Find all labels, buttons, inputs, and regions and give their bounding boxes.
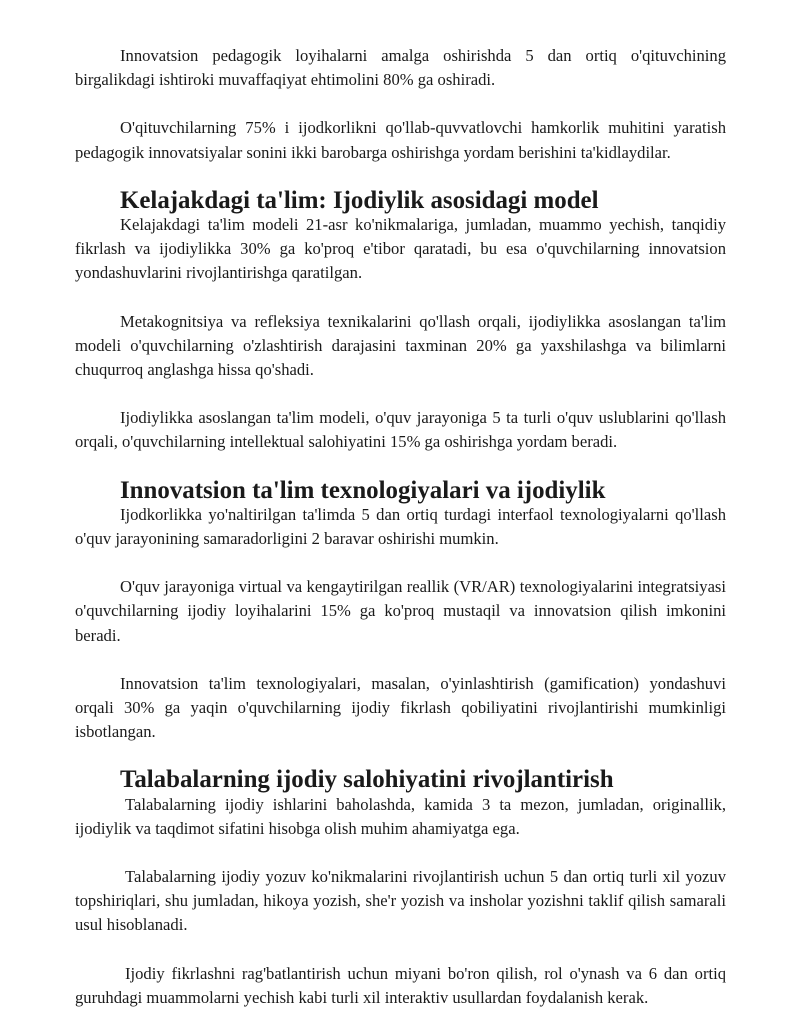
section-heading-innovative-technologies: Innovatsion ta'lim texnologiyalari va ijodiylik (120, 476, 606, 504)
paragraph-section3-3: Ijodiy fikrlashni rag'batlantirish uchun miyani bo'ron qilish, rol o'ynash va 6 dan ortiq guruhdagi muammolarni yechish kabi turli xil interaktiv usullardan foydalanish kerak. (75, 963, 726, 1007)
paragraph-section2-1: Ijodkorlikka yo'naltirilgan ta'limda 5 dan ortiq turdagi interfaol texnologiyalarni qo'llash o'quv jarayonining samaradorligini 2 baravar oshirishi mumkin. (75, 504, 726, 549)
paragraph-section1-1: Kelajakdagi ta'lim modeli 21-asr ko'nikmalariga, jumladan, muammo yechish, tanqidiy fikrlash va ijodiylikka 30% ga ko'proq e'tibor qaratadi, bu esa o'quvchilarning innovatsion yondashuvlarini rivojlantirishga qaratilgan. (75, 215, 726, 283)
paragraph-section1-3: Ijodiylikka asoslangan ta'lim modeli, o'quv jarayoniga 5 ta turli o'quv uslublarini qo'llash orqali, o'quvchilarning intellektual salohiyatini 15% ga oshirishga yordam beradi. (75, 408, 726, 452)
paragraph-intro-1: Innovatsion pedagogik loyihalarni amalga oshirishda 5 dan ortiq o'qituvchining birgalikdagi ishtiroki muvaffaqiyat ehtimolini 80% ga oshiradi. (75, 46, 726, 90)
paragraph-section2-3: Innovatsion ta'lim texnologiyalari, masalan, o'yinlashtirish (gamification) yondashuvi orqali 30% ga yaqin o'quvchilarning ijodiy fikrlash qobiliyatini rivojlantirishi mumkinligi isbotlangan. (75, 673, 726, 742)
section-heading-student-potential: Talabalarning ijodiy salohiyatini rivojlantirish (120, 766, 614, 794)
paragraph-intro-2: O'qituvchilarning 75% i ijodkorlikni qo'llab-quvvatlovchi hamkorlik muhitini yaratish pedagogik innovatsiyalar sonini ikki barobarga oshirishga yordam berishini ta'kidlaydilar. (75, 118, 726, 162)
section-heading-future-education: Kelajakdagi ta'lim: Ijodiylik asosidagi model (120, 186, 599, 214)
document-page (75, 44, 726, 1010)
paragraph-section3-2: Talabalarning ijodiy yozuv ko'nikmalarini rivojlantirish uchun 5 dan ortiq turli xil yozuv topshiriqlari, shu jumladan, hikoya yozish, she'r yozish va insholar yozishni taklif qilish samarali usul hisoblanadi. (75, 867, 726, 935)
paragraph-section1-2: Metakognitsiya va refleksiya texnikalarini qo'llash orqali, ijodiylikka asoslangan ta'lim modeli o'quvchilarning o'zlashtirish darajasini taxminan 20% ga yaxshilashga va bilimlarni chuqurroq anglashga hissa qo'shadi. (75, 311, 726, 380)
paragraph-section3-1: Talabalarning ijodiy ishlarini baholashda, kamida 3 ta mezon, jumladan, originallik, ijodiylik va taqdimot sifatini hisobga olish muhim ahamiyatga ega. (75, 794, 726, 838)
paragraph-section2-2: O'quv jarayoniga virtual va kengaytirilgan reallik (VR/AR) texnologiyalarini integratsiyasi o'quvchilarning ijodiy loyihalarini 15% ga ko'proq mustaqil va innovatsion qilish imkonini beradi. (75, 577, 726, 645)
